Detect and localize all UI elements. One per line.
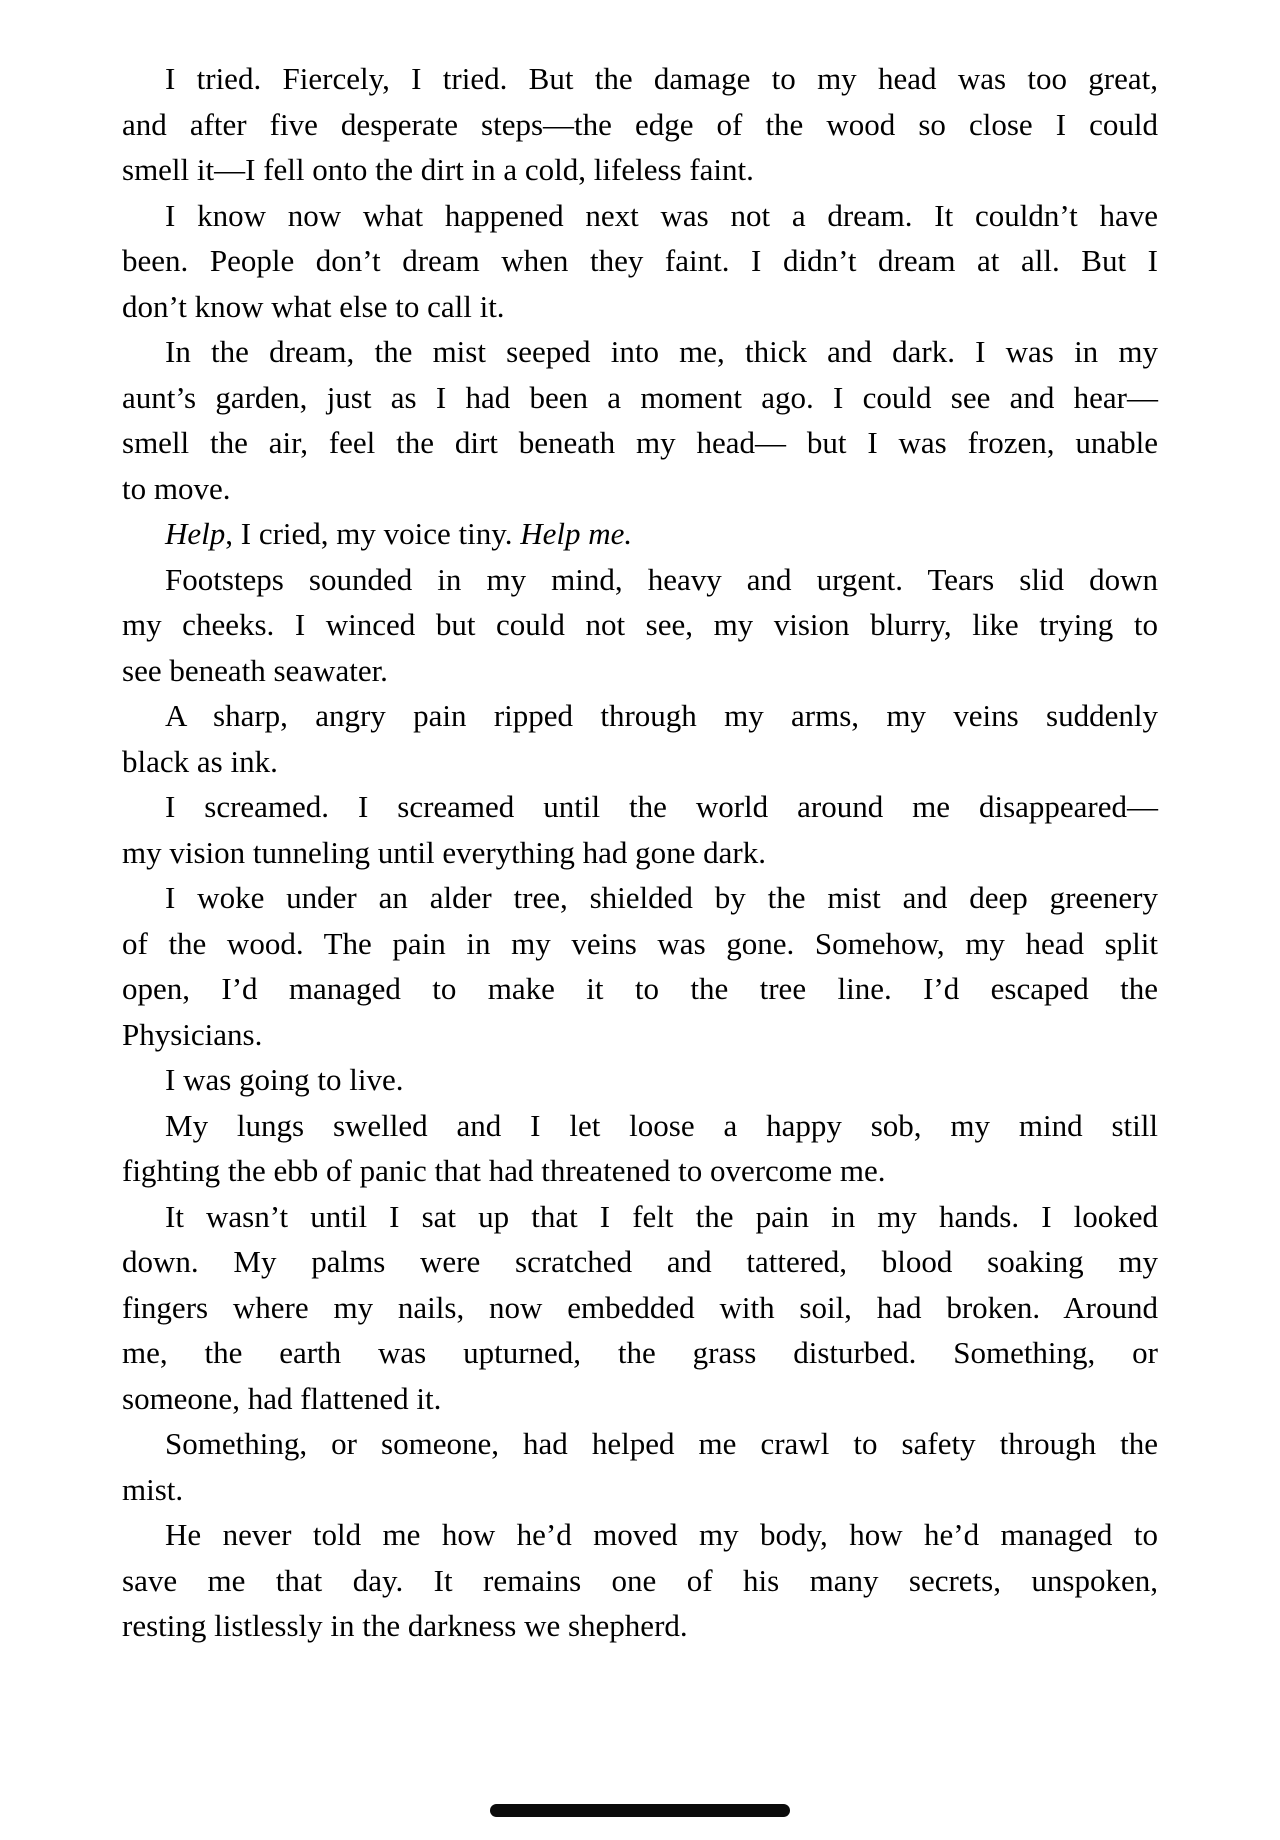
- text-line: see beneath seawater.: [122, 652, 388, 688]
- text-line: aunt’s garden, just as I had been a moment ago. I could see and hear—: [122, 379, 1158, 415]
- home-indicator[interactable]: [490, 1804, 790, 1817]
- text-line: fighting the ebb of panic that had threatened to overcome me.: [122, 1153, 886, 1188]
- paragraph: [122, 875, 1158, 1057]
- text-line: to move.: [122, 470, 231, 506]
- text-line: I tried. Fiercely, I tried. But the damage to my head was too great,: [165, 61, 1158, 96]
- paragraph: [122, 1103, 1158, 1194]
- text-line: I was going to live.: [165, 1062, 404, 1097]
- paragraph: [122, 784, 1158, 875]
- paragraph: [122, 1512, 1158, 1649]
- text-line: resting listlessly in the darkness we shepherd.: [122, 1608, 688, 1643]
- text-line: been. People don’t dream when they faint. I didn’t dream at all. But I: [122, 243, 1158, 278]
- text-line: someone, had flattened it.: [122, 1380, 442, 1416]
- text-line: I woke under an alder tree, shielded by the mist and deep greenery: [165, 880, 1158, 915]
- paragraph: [122, 1194, 1158, 1422]
- text-line: My lungs swelled and I let loose a happy sob, my mind still: [165, 1107, 1158, 1143]
- text-line: Physicians.: [122, 1016, 263, 1052]
- text-line: of the wood. The pain in my veins was gone. Somehow, my head split: [122, 925, 1158, 961]
- paragraph: [122, 557, 1158, 694]
- text-line: down. My palms were scratched and tattered, blood soaking my: [122, 1244, 1158, 1279]
- text-line: mist.: [122, 1471, 184, 1507]
- text-line: my cheeks. I winced but could not see, my vision blurry, like trying to: [122, 607, 1158, 642]
- text-line: me, the earth was upturned, the grass disturbed. Something, or: [122, 1335, 1158, 1370]
- text-line: smell it—I fell onto the dirt in a cold, lifeless faint.: [122, 152, 754, 187]
- text-line: I know now what happened next was not a dream. It couldn’t have: [165, 197, 1158, 233]
- paragraph: [122, 193, 1158, 330]
- text-line: In the dream, the mist seeped into me, thick and dark. I was in my: [165, 334, 1158, 369]
- reading-text: [122, 0, 1158, 1649]
- text-line: and after five desperate steps—the edge of the wood so close I could: [122, 106, 1158, 142]
- paragraph: [122, 693, 1158, 784]
- text-line: black as ink.: [122, 743, 278, 779]
- paragraph: [122, 511, 1158, 557]
- text-line: I screamed. I screamed until the world around me disappeared—: [165, 789, 1158, 824]
- text-line: It wasn’t until I sat up that I felt the pain in my hands. I looked: [165, 1198, 1158, 1234]
- paragraph: [122, 329, 1158, 511]
- text-line: my vision tunneling until everything had gone dark.: [122, 834, 767, 870]
- text-line: smell the air, feel the dirt beneath my head— but I was frozen, unable: [122, 425, 1158, 460]
- text-line: save me that day. It remains one of his many secrets, unspoken,: [122, 1562, 1158, 1598]
- text-line: He never told me how he’d moved my body, how he’d managed to: [165, 1517, 1158, 1552]
- paragraph: [122, 1421, 1158, 1512]
- paragraph: [122, 1057, 1158, 1103]
- text-line: Help, I cried, my voice tiny. Help me.: [165, 516, 633, 551]
- text-line: A sharp, angry pain ripped through my arms, my veins suddenly: [165, 698, 1158, 733]
- text-line: Something, or someone, had helped me crawl to safety through the: [165, 1426, 1158, 1461]
- paragraph: [122, 56, 1158, 193]
- text-line: don’t know what else to call it.: [122, 288, 505, 324]
- text-line: fingers where my nails, now embedded with soil, had broken. Around: [122, 1289, 1158, 1325]
- text-line: Footsteps sounded in my mind, heavy and urgent. Tears slid down: [165, 561, 1158, 597]
- text-line: open, I’d managed to make it to the tree line. I’d escaped the: [122, 971, 1158, 1006]
